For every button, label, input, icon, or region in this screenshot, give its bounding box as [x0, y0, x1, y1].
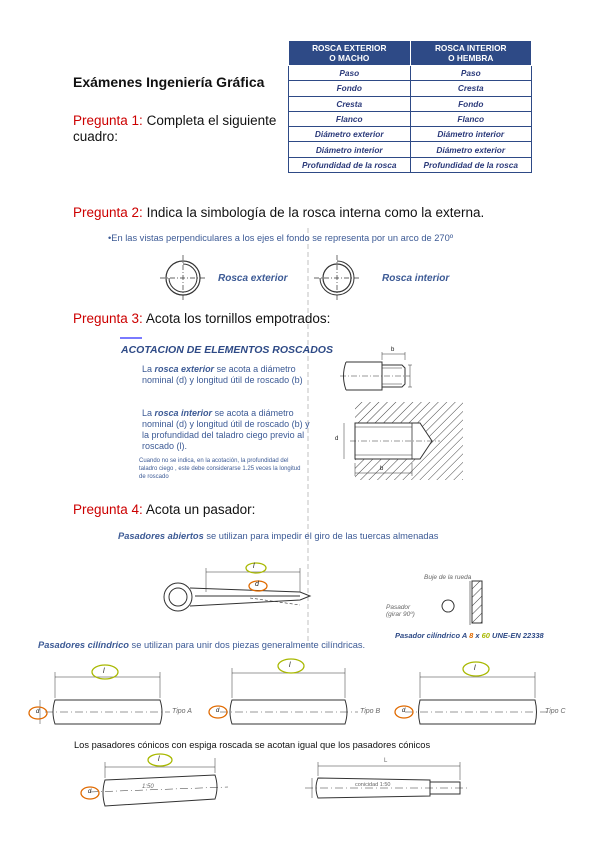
wheel-bush-drawing	[442, 581, 482, 625]
internal-thread-drawing	[344, 402, 463, 480]
table-cell: Paso	[289, 66, 411, 81]
internal-thread-symbol	[314, 255, 360, 301]
pin-label: Pasador (girar 90º)	[386, 604, 415, 618]
tipo-b-label: Tipo B	[360, 708, 381, 715]
l-highlight-b	[278, 659, 304, 673]
table-cell: Flanco	[410, 111, 532, 126]
table-cell: Fondo	[289, 81, 411, 96]
section-heading: ACOTACION DE ELEMENTOS ROSCADOS	[121, 344, 333, 356]
question-1-text: Completa el siguiente	[146, 113, 277, 128]
question-4-text: Acota un pasador:	[145, 502, 256, 517]
question-1-label: Pregunta 1:	[73, 113, 143, 128]
question-4	[73, 502, 255, 517]
external-bolt-drawing	[340, 352, 412, 390]
question-3-text: Acota los tornillos empotrados:	[145, 311, 331, 326]
table-cell: Cresta	[410, 81, 532, 96]
note-paragraph: Cuando no se indica, en la acotación, la profundidad del taladro ciego , este debe considerarse 1.25 veces la longitud de roscado	[139, 458, 301, 480]
conical-pin	[90, 758, 228, 806]
l-label-a: l	[103, 668, 105, 675]
thread-table-header-int: ROSCA INTERIOR O HEMBRA	[410, 41, 532, 66]
L-label: L	[384, 758, 388, 764]
cylindrical-pins-text: Pasadores cilíndrico se utilizan para unir dos piezas generalmente cilíndricas.	[38, 640, 366, 650]
question-2-label: Pregunta 2:	[73, 205, 143, 220]
table-cell: Paso	[410, 66, 532, 81]
conicity-label: conicidad 1:50	[355, 782, 391, 788]
page-title: Exámenes Ingeniería Gráfica	[73, 74, 265, 90]
question-3	[73, 311, 330, 326]
table-cell: Profundidad de la rosca	[289, 157, 411, 172]
l-label-conic: l	[158, 756, 160, 763]
table-cell: Diámetro exterior	[410, 142, 532, 157]
table-cell: Flanco	[289, 111, 411, 126]
question-1-text-2: cuadro:	[73, 129, 119, 144]
l-label-c: l	[474, 665, 476, 672]
question-2-text: Indica la simbología de la rosca interna como la externa.	[146, 205, 485, 220]
l-label: l	[253, 563, 255, 570]
dim-b-int: b	[380, 466, 384, 472]
tipo-a-label: Tipo A	[172, 708, 192, 715]
pin-designation: Pasador cilíndrico A 8 x 60 UNE-EN 22338	[395, 631, 544, 640]
table-cell: Fondo	[410, 96, 532, 111]
external-paragraph: La rosca exterior se acota a diámetro nominal (d) y longitud útil de roscado (b)	[142, 364, 303, 385]
internal-thread-label: Rosca interior	[382, 273, 450, 284]
d-label-c: d	[402, 708, 406, 714]
table-cell: Diámetro exterior	[289, 127, 411, 142]
external-thread-label: Rosca exterior	[218, 273, 288, 284]
l-highlight-conic	[148, 754, 172, 766]
table-cell: Profundidad de la rosca	[410, 157, 532, 172]
open-pins-text: Pasadores abiertos se utilizan para impedir el giro de las tuercas almenadas	[118, 531, 439, 541]
l-highlight-c	[463, 662, 489, 676]
cylindrical-pin-b	[220, 668, 358, 724]
d-label-a: d	[36, 709, 40, 715]
dim-d-int: d	[335, 436, 339, 442]
d-label-b: d	[216, 708, 220, 714]
table-cell: Diámetro interior	[289, 142, 411, 157]
l-highlight	[246, 563, 266, 573]
bush-label: Buje de la rueda	[424, 574, 472, 581]
question-4-label: Pregunta 4:	[73, 502, 143, 517]
cylindrical-pin-a	[40, 672, 170, 724]
thread-table-header-ext: ROSCA EXTERIOR O MACHO	[289, 41, 411, 66]
table-cell: Cresta	[289, 96, 411, 111]
table-cell: Diámetro interior	[410, 127, 532, 142]
question-3-label: Pregunta 3:	[73, 311, 143, 326]
dim-b-ext: b	[391, 347, 395, 353]
conical-threaded-pin	[305, 762, 470, 798]
d-label: d	[255, 581, 259, 588]
l-label-b: l	[289, 662, 291, 669]
external-thread-symbol	[160, 255, 206, 301]
tipo-c-label: Tipo C	[545, 708, 566, 715]
internal-paragraph: La rosca interior se acota a diámetro nominal (d) y longitud útil de roscado (b) y la profundidad del taladro ciego previo al roscado (l).	[142, 408, 310, 451]
taper-label: 1:50	[142, 784, 154, 790]
heading-accent	[120, 337, 142, 339]
thread-note: •En las vistas perpendiculares a los ejes el fondo se representa por un arco de 270º	[108, 233, 454, 243]
d-label-conic: d	[88, 789, 92, 795]
cylindrical-pin-c	[405, 672, 548, 724]
conical-pins-text: Los pasadores cónicos con espiga roscada se acotan igual que los pasadores cónicos	[74, 740, 431, 750]
cotter-pin-drawing	[164, 568, 310, 611]
